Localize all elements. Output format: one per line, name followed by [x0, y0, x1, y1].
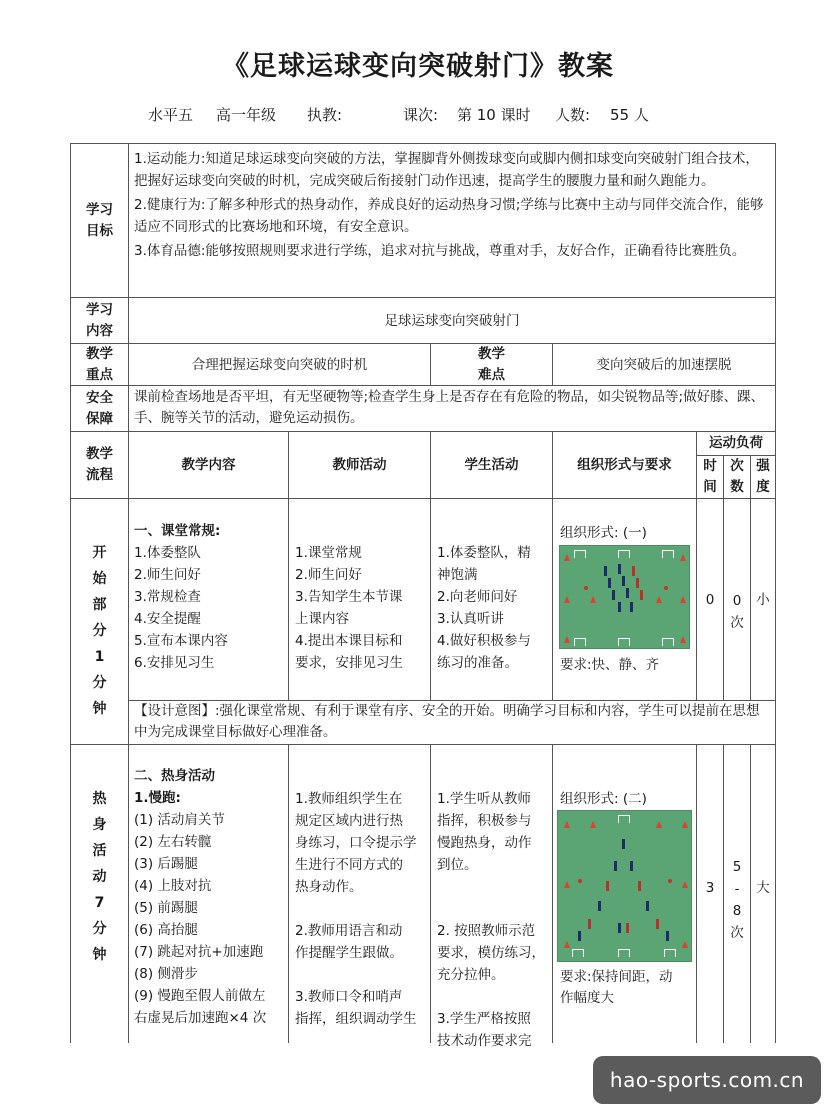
- list-item: (6) 高抬腿: [134, 922, 198, 938]
- list-item: 生进行不同方式的: [295, 857, 403, 873]
- section1-org-title: 组织形式: (一): [560, 525, 647, 541]
- section1-teacher: [295, 542, 428, 692]
- section1-times: 0 次: [730, 593, 744, 631]
- list-item: 技术动作要求完: [437, 1033, 532, 1049]
- list-item: [437, 876, 551, 898]
- list-item: 3.教师口令和哨声: [295, 989, 403, 1005]
- section1-org-requirement: 要求:快、静、齐: [560, 657, 660, 673]
- content-label: 学习内容: [86, 301, 113, 339]
- objective-ethics: 3.体育品德:能够按照规则要求进行学练，追求对抗与挑战，尊重对手，友好合作，正确看待比赛胜负。: [134, 243, 746, 259]
- section2-student: [437, 788, 551, 1049]
- list-item: 2.教师用语言和动: [295, 923, 403, 939]
- list-item: [437, 898, 551, 920]
- list-item: 1.学生听从教师: [437, 791, 531, 807]
- list-item: 3.告知学生本节课: [295, 589, 403, 605]
- list-item: (8) 侧滑步: [134, 966, 198, 982]
- lesson-value: 第 10 课时: [457, 106, 531, 124]
- section2-teacher: [295, 788, 428, 1038]
- list-item: 练习的准备。: [437, 655, 518, 671]
- list-item: (1) 活动肩关节: [134, 812, 225, 828]
- list-item: (7) 跳起对抗+加速跑: [134, 944, 264, 960]
- list-item: 2. 按照教师示范: [437, 923, 536, 939]
- objective-motor: 1.运动能力:知道足球运球变向突破的方法，掌握脚背外侧拨球变向或脚内侧扣球变向突破射门组合技术，把握好运球变向突破的时机，完成突破后衔接射门动作迅速，提高学生的腰腹力量和耐久跑能力。: [134, 151, 759, 189]
- section2-times: 5 - 8 次: [730, 859, 744, 941]
- section1-stage: 开 始 部 分 1 分 钟: [92, 545, 107, 717]
- lesson-label: 课次:: [403, 106, 439, 124]
- difficulty-label: 教学难点: [478, 345, 505, 383]
- section1-design-intent: 【设计意图】:强化课堂常规、有利于课堂有序、安全的开始。明确学习目标和内容，学生可以提前在思想中为完成课堂目标做好心理准备。: [134, 703, 760, 740]
- section2-content-title: 二、热身活动: [134, 768, 215, 784]
- load-header: 运动负荷: [709, 435, 763, 451]
- field-diagram-1: [559, 545, 690, 649]
- safety-value: 课前检查场地是否平坦，有无坚硬物等;检查学生身上是否存在有危险的物品，如尖锐物品等;做好膝、踝、手、腕等关节的活动，避免运动损伤。: [134, 389, 765, 426]
- section2-org-title: 组织形式: (二): [560, 791, 647, 807]
- intensity-header: 强度: [756, 458, 770, 495]
- section2-org-requirement-1: 要求:保持间距，动: [560, 969, 673, 985]
- list-item: [295, 964, 428, 986]
- list-item: 1.体委整队: [134, 545, 201, 561]
- list-item: 6.安排见习生: [134, 655, 215, 671]
- section1-content-title: 一、课堂常规:: [134, 523, 221, 539]
- safety-label: 安全保障: [86, 389, 113, 427]
- list-item: (2) 左右转髋: [134, 834, 212, 850]
- teacher-label: 执教:: [307, 106, 343, 124]
- list-item: 4.做好积极参与: [437, 633, 531, 649]
- list-item: 指挥，积极参与: [437, 813, 532, 829]
- list-item: 热身动作。: [295, 879, 363, 895]
- list-item: 指挥，组织调动学生: [295, 1011, 417, 1027]
- flow-header: 教学流程: [86, 446, 113, 483]
- list-item: 规定区域内进行热: [295, 813, 403, 829]
- list-item: 1.课堂常规: [295, 545, 362, 561]
- list-item: 充分拉伸。: [437, 967, 505, 983]
- list-item: 5.宣布本课内容: [134, 633, 228, 649]
- section1-student: [437, 542, 551, 692]
- list-item: 身练习，口令提示学: [295, 835, 417, 851]
- section2-sub-title: 1.慢跑:: [134, 790, 181, 806]
- section1-time: 0: [705, 592, 715, 608]
- key-points-label: 教学重点: [86, 345, 113, 383]
- section2-stage: 热 身 活 动 7 分 钟: [92, 791, 107, 963]
- list-item: 3.认真听讲: [437, 611, 504, 627]
- time-header: 时间: [703, 458, 717, 495]
- list-item: [295, 898, 428, 920]
- field-diagram-2: [557, 810, 692, 962]
- list-item: 4.安全提醒: [134, 611, 201, 627]
- list-item: 作提醒学生跟做。: [295, 945, 403, 961]
- lesson-info: [0, 100, 836, 126]
- list-item: (4) 上肢对抗: [134, 878, 212, 894]
- grade: 高一年级: [216, 106, 277, 124]
- section2-intensity: 大: [756, 880, 770, 896]
- section1-intensity: 小: [756, 592, 770, 608]
- objective-health: 2.健康行为:了解多种形式的热身动作，养成良好的运动热身习惯;学练与比赛中主动与同伴交流合作，能够适应不同形式的比赛场地和环境，有安全意识。: [134, 197, 764, 235]
- list-item: 上课内容: [295, 611, 349, 627]
- list-item: 2.师生问好: [295, 567, 362, 583]
- list-item: [437, 986, 551, 1008]
- list-item: 3.常规检查: [134, 589, 201, 605]
- section2-content: [134, 765, 286, 1043]
- content-value: 足球运球变向突破射门: [384, 312, 520, 329]
- org-header: 组织形式与要求: [577, 456, 672, 473]
- key-points-value: 合理把握运球变向突破的时机: [191, 356, 368, 373]
- list-item: 要求，模仿练习，: [437, 945, 545, 961]
- section2-org-requirement-2: 作幅度大: [560, 990, 614, 1006]
- list-item: 到位。: [437, 857, 478, 873]
- list-item: 要求，安排见习生: [295, 655, 403, 671]
- list-item: 4.提出本课目标和: [295, 633, 403, 649]
- list-item: 神饱满: [437, 567, 478, 583]
- list-item: 2.向老师问好: [437, 589, 518, 605]
- list-item: 右虚晃后加速跑×4 次: [134, 1010, 267, 1026]
- list-item: 1.教师组织学生在: [295, 791, 403, 807]
- level: 水平五: [148, 106, 194, 124]
- objectives-text: [134, 148, 770, 296]
- count-label: 人数:: [555, 106, 591, 124]
- list-item: (5) 前踢腿: [134, 900, 198, 916]
- list-item: (9) 慢跑至假人前做左: [134, 988, 266, 1004]
- count-value: 55 人: [610, 106, 649, 124]
- list-item: 3.学生严格按照: [437, 1011, 531, 1027]
- teacher-header: 教师活动: [332, 456, 387, 473]
- page-title: 《足球运球变向突破射门》教案: [222, 51, 614, 82]
- list-item: 1.体委整队，精: [437, 545, 531, 561]
- list-item: (3) 后踢腿: [134, 856, 198, 872]
- content-header: 教学内容: [181, 456, 236, 473]
- section2-time: 3: [705, 880, 715, 896]
- watermark: hao-sports.com.cn: [593, 1056, 821, 1104]
- times-header: 次数: [730, 458, 744, 495]
- objectives-label: 学习目标: [86, 201, 113, 239]
- difficulty-value: 变向突破后的加速摆脱: [596, 356, 732, 373]
- student-header: 学生活动: [464, 456, 519, 473]
- list-item: 慢跑热身，动作: [437, 835, 532, 851]
- section1-content: [134, 520, 286, 698]
- list-item: 2.师生问好: [134, 567, 201, 583]
